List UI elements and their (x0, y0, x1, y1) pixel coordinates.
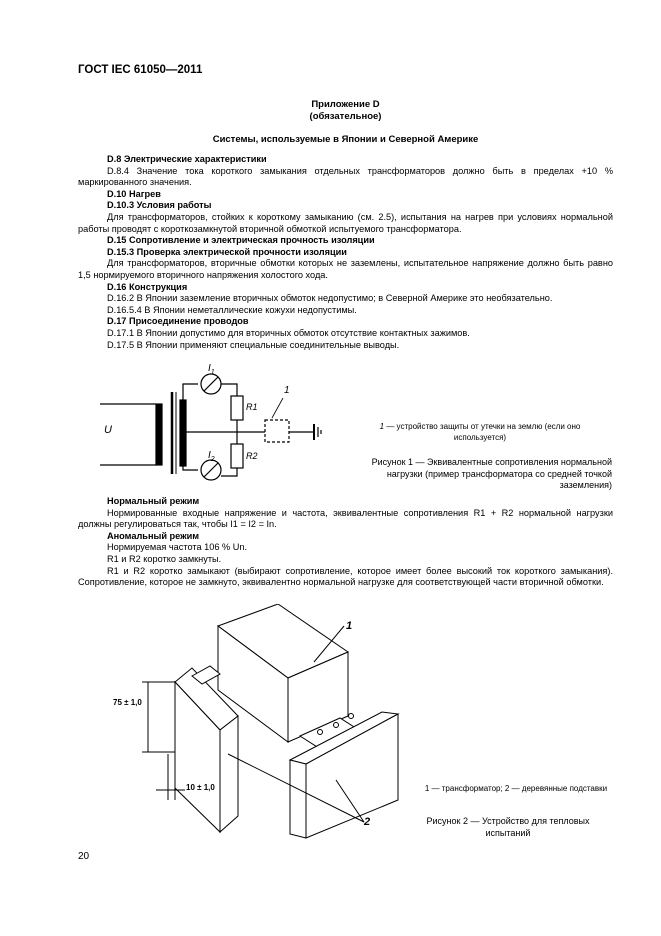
bolt-1 (318, 730, 323, 735)
wire-top-right (221, 384, 237, 396)
heading-d8: D.8 Электрические характеристики (107, 154, 267, 164)
heading-abnormal: Аномальный режим (107, 530, 200, 541)
page-number: 20 (78, 851, 90, 862)
modes-block (78, 496, 613, 589)
para-abn-3: R1 и R2 коротко замыкают (выбирают сопротивление, которое имеет более высокий ток короткого замыкания). Сопротивление, которое не замкнуто, эквивалентно нормальной нагрузке для соответствующей части вторичной обмотки. (78, 565, 613, 588)
dim-75-label: 75 ± 1,0 (113, 698, 142, 707)
annex-title: Приложение D (311, 99, 380, 110)
para-d175: D.17.5 В Японии применяют специальные соединительные выводы. (107, 339, 400, 350)
leader-1 (272, 398, 283, 418)
secondary-winding (180, 400, 186, 466)
bolt-2 (334, 723, 339, 728)
figure2-note: 1 — трансформатор; 2 — деревянные подставки (424, 784, 608, 793)
left-board-side (220, 716, 238, 832)
circuit-diagram (100, 362, 330, 482)
wire-top (183, 384, 198, 400)
para-abn-2: R1 и R2 коротко замкнуты. (107, 553, 222, 564)
heading-d103: D.10.3 Условия работы (107, 200, 212, 211)
leakage-device (265, 420, 289, 442)
para-d153: Для трансформаторов, вторичные обмотки которых не заземлены, испытательное напряжение должно быть равно 1,5 нормируемого вторичного напряжения холостого хода. (78, 258, 613, 280)
para-d103: Для трансформаторов, стойких к короткому замыканию (см. 2.5), испытания на нагрев при условиях нормальной работы проводят с короткозамкнутой вторичной обмоткой испытуемого трансформатора. (78, 211, 613, 234)
resistor-r2 (231, 444, 243, 468)
annex-status: (обязательное) (309, 111, 382, 122)
label-r1: R1 (246, 402, 258, 412)
ammeter-i2-needle (204, 463, 218, 477)
wire-bottom (183, 466, 198, 470)
annex-subtitle: Системы, используемые в Японии и Северной Америке (212, 134, 479, 145)
heading-d15: D.15 Сопротивление и электрическая прочность изоляции (107, 235, 375, 246)
figure1-note: 1 — устройство защиты от утечки на землю (если оно используется) (379, 422, 581, 442)
label-i1: $I_1$ (208, 363, 215, 376)
label-r2: R2 (246, 451, 258, 461)
heading-normal: Нормальный режим (107, 496, 200, 506)
heading-d16: D.16 Конструкция (107, 281, 188, 292)
para-d1654: D.16.5.4 В Японии неметаллические кожухи недопустимы. (107, 304, 357, 315)
para-abn-1: Нормируемая частота 106 % Un. (107, 542, 248, 553)
document-header: ГОСТ IEC 61050—2011 (78, 64, 203, 76)
para-d162: D.16.2 В Японии заземление вторичных обмоток недопустимо; в Северной Америке это необязательно. (107, 293, 553, 304)
label-device-1: 1 (284, 385, 290, 396)
thermal-test-drawing (100, 604, 400, 844)
label-i2: $I_2$ (208, 450, 215, 463)
figure2-caption: Рисунок 2 — Устройство для тепловых испытаний (426, 816, 590, 838)
label-u: U (104, 424, 112, 436)
heading-d17: D.17 Присоединение проводов (107, 316, 249, 327)
resistor-r1 (231, 396, 243, 420)
para-normal: Нормированные входные напряжение и частота, эквивалентные сопротивления R1 + R2 нормальной нагрузки должны регулироваться так, чтобы I1 = I2 = In. (78, 507, 613, 530)
wire-bottom-right (221, 468, 237, 476)
primary-winding (156, 404, 162, 465)
heading-d10: D.10 Нагрев (107, 188, 161, 199)
bolt-3 (349, 714, 354, 719)
para-d84: D.8.4 Значение тока короткого замыкания отдельных трансформаторов должно быть в пределах +10 % маркированного значения. (78, 165, 613, 188)
para-d171: D.17.1 В Японии допустимо для вторичных обмоток отсутствие контактных зажимов. (107, 327, 470, 338)
ammeter-i1-needle (204, 377, 218, 391)
right-board-side (290, 760, 306, 838)
dim-10-label: 10 ± 1,0 (186, 783, 215, 792)
fig2-label-1: 1 (346, 620, 353, 632)
heading-d153: D.15.3 Проверка электрической прочности изоляции (107, 246, 347, 257)
fig2-label-2: 2 (364, 816, 371, 828)
sections-block (78, 154, 613, 351)
figure1-caption: Рисунок 1 — Эквивалентные сопротивления нормальной нагрузки (пример трансформатора со средней точкой заземления) (371, 457, 612, 490)
